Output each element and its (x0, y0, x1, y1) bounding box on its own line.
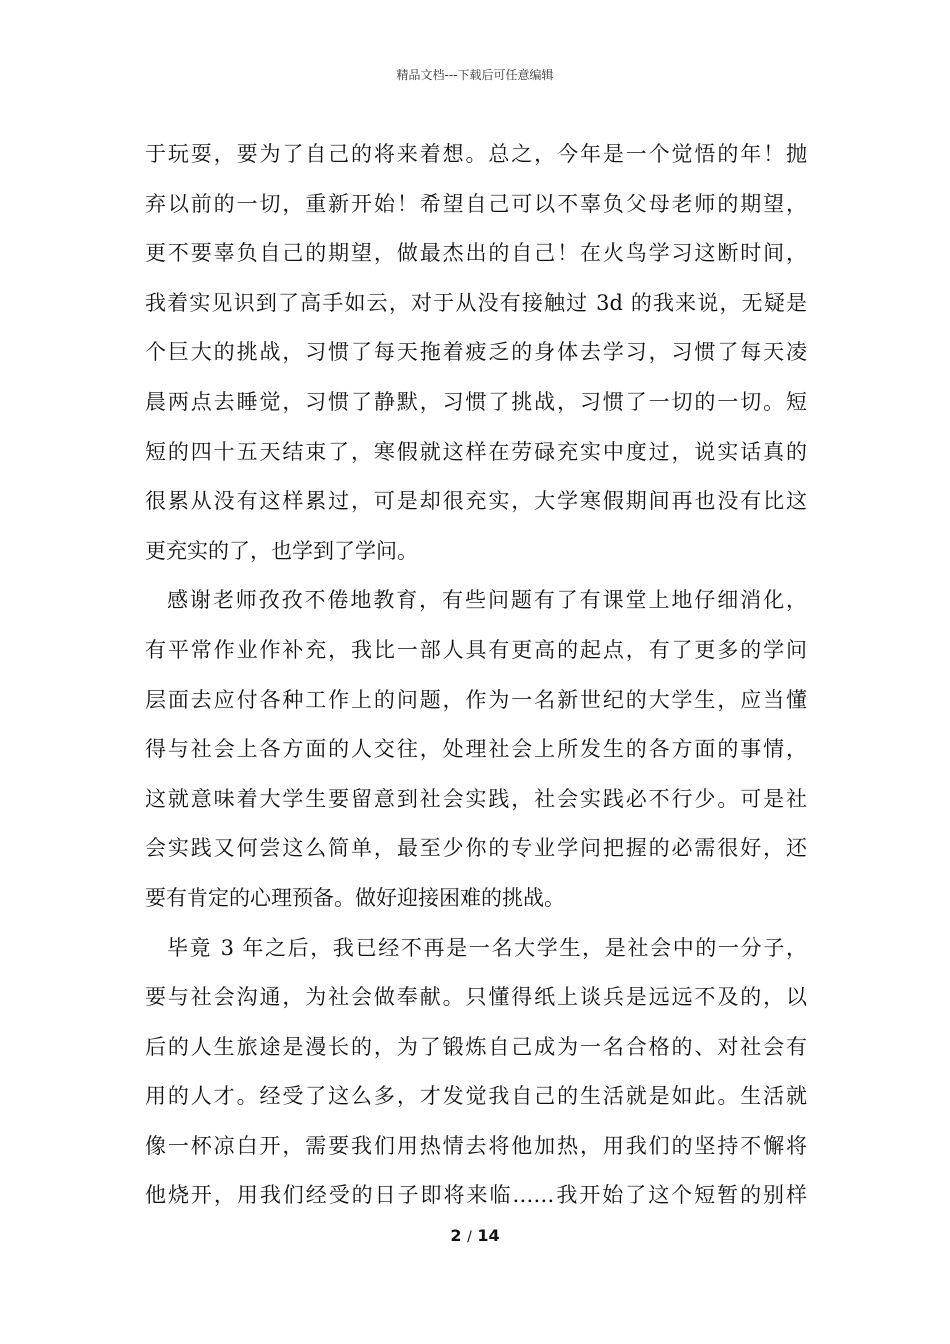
text-line: 短的四十五天结束了，寒假就这样在劳碌充实中度过，说实话真的 (145, 439, 807, 464)
current-page: 2 (450, 1226, 462, 1245)
text-line: 得与社会上各方面的人交往，处理社会上所发生的各方面的事情， (145, 737, 807, 762)
text-line: 于玩耍，要为了自己的将来着想。总之，今年是一个觉悟的年！抛 (145, 142, 807, 166)
text-line: 要与社会沟通，为社会做奉献。只懂得纸上谈兵是远远不及的，以 (145, 985, 807, 1010)
text-line: 很累从没有这样累过，可是却很充实，大学寒假期间再也没有比这 (145, 489, 807, 514)
text-line: 晨两点去睡觉，习惯了静默，习惯了挑战，习惯了一切的一切。短 (145, 389, 807, 414)
text-line: 有平常作业作补充，我比一部人具有更高的起点，有了更多的学问 (145, 637, 807, 662)
text-line: 我着实见识到了高手如云，对于从没有接触过 3d 的我来说，无疑是 (145, 290, 807, 315)
text-line: 会实践又何尝这么简单，最至少你的专业学问把握的必需很好，还 (145, 836, 807, 861)
document-body (145, 130, 807, 1221)
text-line: 后的人生旅途是漫长的，为了锻炼自己成为一名合格的、对社会有 (145, 1034, 807, 1059)
text-line: 像一杯凉白开，需要我们用热情去将他加热，用我们的坚持不懈将 (145, 1133, 807, 1158)
text-line: 更充实的了，也学到了学问。 (145, 538, 418, 563)
page-separator: / (467, 1229, 472, 1245)
page-number (0, 1226, 950, 1245)
text-line: 要有肯定的心理预备。做好迎接困难的挑战。 (145, 885, 565, 910)
text-line: 用的人才。经受了这么多，才发觉我自己的生活就是如此。生活就 (145, 1084, 807, 1109)
page-header: 精品文档---下载后可任意编辑 (396, 68, 554, 82)
text-line: 他烧开，用我们经受的日子即将来临……我开始了这个短暂的别样 (145, 1183, 807, 1208)
text-line: 弃以前的一切，重新开始！希望自己可以不辜负父母老师的期望， (145, 191, 807, 216)
text-line: 这就意味着大学生要留意到社会实践，社会实践必不行少。可是社 (145, 786, 807, 811)
total-pages: 14 (477, 1226, 500, 1245)
text-line: 个巨大的挑战，习惯了每天拖着疲乏的身体去学习，习惯了每天凌 (145, 340, 807, 365)
text-line: 更不要辜负自己的期望，做最杰出的自己！在火鸟学习这断时间， (145, 241, 807, 266)
text-line: 层面去应付各种工作上的问题，作为一名新世纪的大学生，应当懂 (145, 687, 807, 712)
paragraph-first-line: 感谢老师孜孜不倦地教育，有些问题有了有课堂上地仔细消化， (167, 588, 807, 613)
paragraph-first-line: 毕竟 3 年之后，我已经不再是一名大学生，是社会中的一分子， (167, 935, 807, 960)
